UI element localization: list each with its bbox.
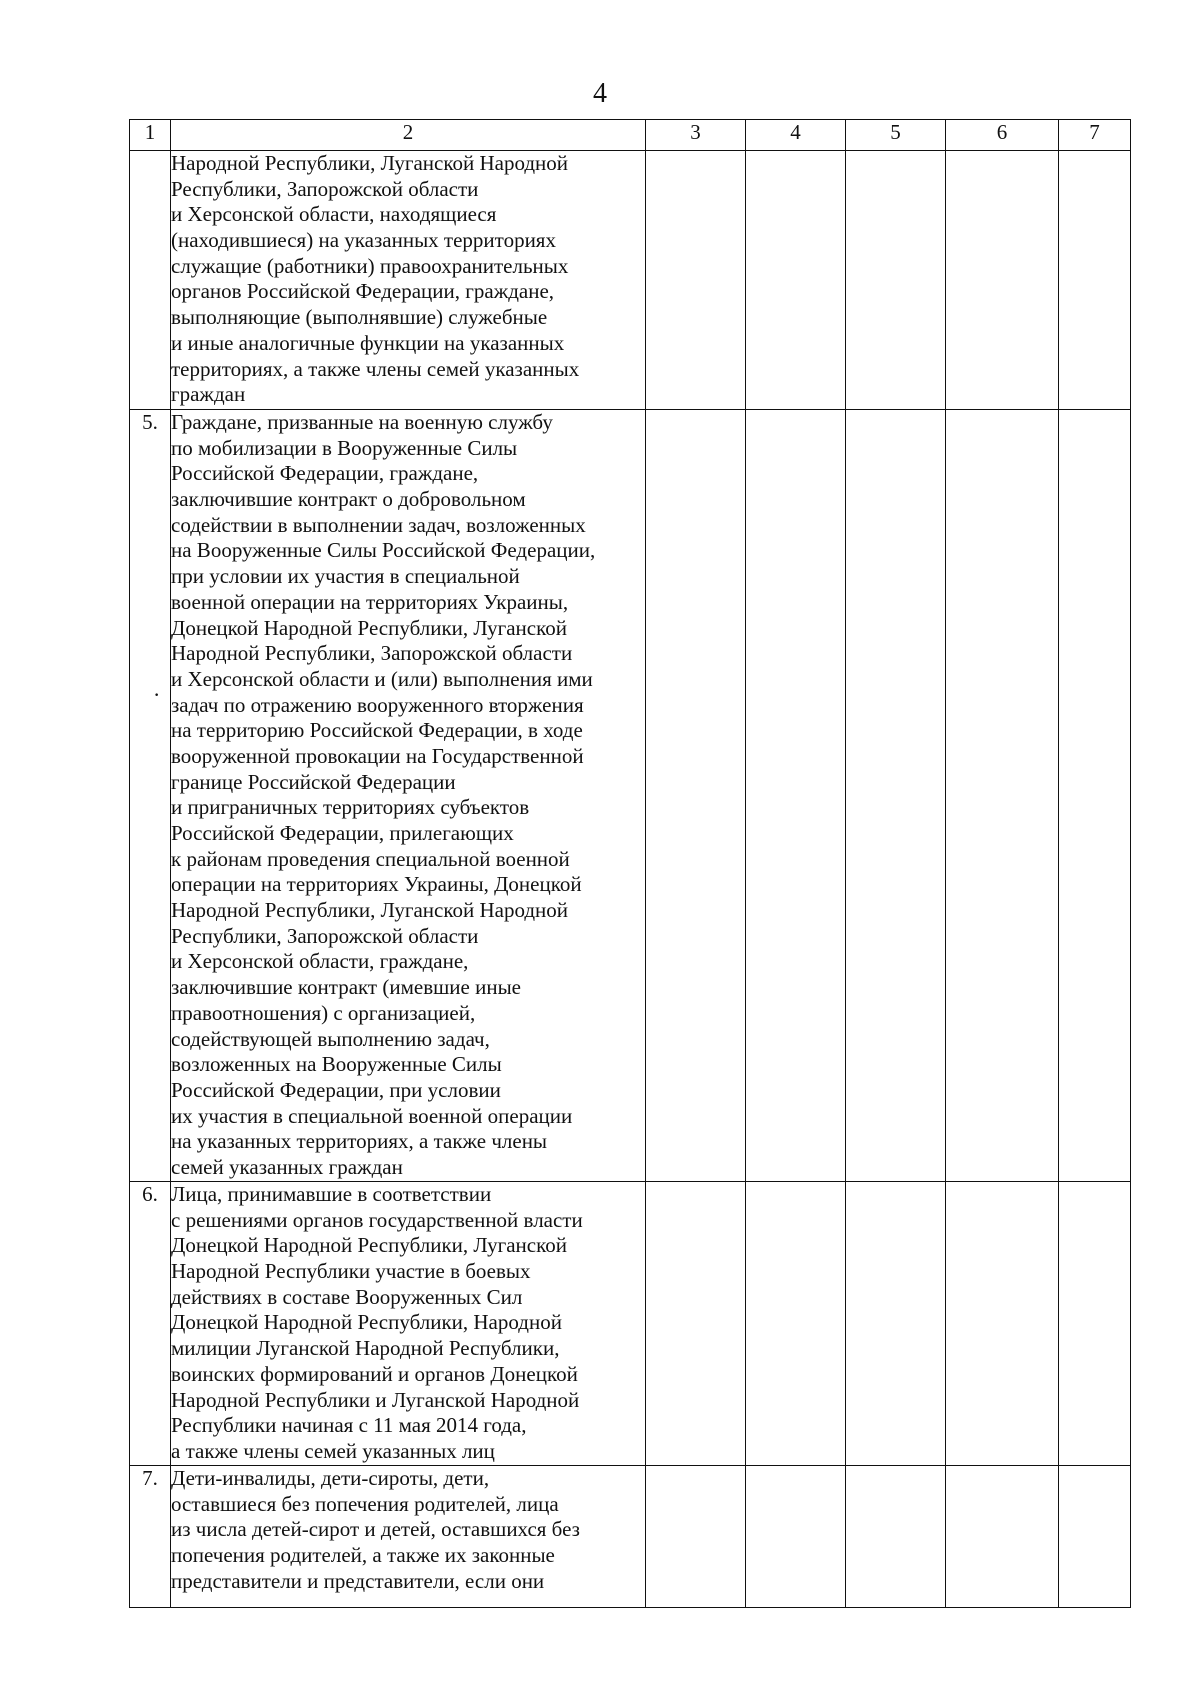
- text-line: Лица, принимавшие в соответствии: [171, 1182, 492, 1206]
- text-line: границе Российской Федерации: [171, 769, 456, 794]
- text-line: к районам проведения специальной военной: [171, 846, 570, 871]
- text-line: Донецкой Народной Республики, Луганской: [171, 1233, 567, 1258]
- empty-cell: [846, 410, 946, 1182]
- text-line: граждан: [171, 382, 246, 407]
- empty-cell: [646, 151, 746, 410]
- empty-cell: [846, 151, 946, 410]
- empty-cell: [746, 151, 846, 410]
- text-line: действиях в составе Вооруженных Сил: [171, 1284, 523, 1309]
- empty-cell: [1059, 1182, 1131, 1466]
- table-row: [130, 1466, 1131, 1608]
- text-line: Российской Федерации, при условии: [171, 1077, 501, 1102]
- text-line: попечения родителей, а также их законные: [171, 1543, 555, 1568]
- text-line: Российской Федерации, граждане,: [171, 461, 479, 486]
- text-line: и Херсонской области, граждане,: [171, 949, 469, 974]
- empty-cell: [746, 1466, 846, 1608]
- text-line: воинских формирований и органов Донецкой: [171, 1361, 578, 1386]
- text-line: Дети-инвалиды, дети-сироты, дети,: [171, 1466, 490, 1490]
- empty-cell: [646, 410, 746, 1182]
- row-number-cell: 7.: [130, 1466, 171, 1608]
- text-line: Народной Республики, Луганской Народной: [171, 898, 569, 923]
- empty-cell: [746, 410, 846, 1182]
- empty-cell: [946, 1182, 1059, 1466]
- empty-cell: [846, 1466, 946, 1608]
- text-line: Республики, Запорожской области: [171, 923, 479, 948]
- text-line: операции на территориях Украины, Донецкой: [171, 872, 582, 897]
- empty-cell: [646, 1466, 746, 1608]
- text-line: Республики, Запорожской области: [171, 176, 479, 201]
- text-line: их участия в специальной военной операции: [171, 1103, 573, 1128]
- text-line: заключившие контракт о добровольном: [171, 487, 526, 512]
- text-line: Российской Федерации, прилегающих: [171, 821, 514, 845]
- empty-cell: [646, 1182, 746, 1466]
- text-line: и приграничных территориях субъектов: [171, 795, 530, 820]
- empty-cell: [846, 1182, 946, 1466]
- text-line: служащие (работники) правоохранительных: [171, 253, 569, 278]
- table-header-row: [130, 120, 1131, 151]
- text-line: Народной Республики, Запорожской области: [171, 641, 573, 666]
- empty-cell: [946, 410, 1059, 1182]
- empty-cell: [946, 1466, 1059, 1608]
- text-line: Народной Республики участие в боевых: [171, 1259, 531, 1284]
- text-line: содействии в выполнении задач, возложенных: [171, 512, 586, 537]
- text-line: выполняющие (выполнявшие) служебные: [171, 305, 548, 330]
- text-line: Донецкой Народной Республики, Народной: [171, 1310, 562, 1335]
- text-line: военной операции на территориях Украины,: [171, 589, 569, 614]
- text-line: и Херсонской области, находящиеся: [171, 202, 497, 227]
- text-line: из числа детей-сирот и детей, оставшихся без: [171, 1517, 580, 1542]
- empty-cell: [746, 1182, 846, 1466]
- text-line: заключившие контракт (имевшие иные: [171, 975, 522, 1000]
- empty-cell: [1059, 1466, 1131, 1608]
- page-number: 4: [593, 78, 607, 109]
- text-line: возложенных на Вооруженные Силы: [171, 1052, 502, 1077]
- text-line: на указанных территориях, а также члены: [171, 1129, 548, 1154]
- text-line: Граждане, призванные на военную службу: [171, 410, 553, 434]
- header-cell: 7: [1059, 120, 1131, 151]
- header-cell: 1: [130, 120, 171, 151]
- header-cell: 2: [171, 120, 646, 151]
- row-number-cell: 5.: [130, 410, 171, 1182]
- text-line: семей указанных граждан: [171, 1154, 403, 1179]
- text-line: на Вооруженные Силы Российской Федерации,: [171, 538, 596, 563]
- header-cell: 4: [746, 120, 846, 151]
- text-line: милиции Луганской Народной Республики,: [171, 1336, 560, 1361]
- text-line: оставшиеся без попечения родителей, лица: [171, 1491, 559, 1516]
- text-line: с решениями органов государственной власти: [171, 1207, 583, 1232]
- text-line: и Херсонской области и (или) выполнения ими: [171, 666, 593, 691]
- text-line: представители и представители, если они: [171, 1568, 545, 1593]
- row-description-cell: [171, 1182, 646, 1466]
- row-description-cell: [171, 1466, 646, 1608]
- table-row: [130, 1182, 1131, 1466]
- text-line: (находившиеся) на указанных территориях: [171, 228, 556, 253]
- row-number-cell: 6.: [130, 1182, 171, 1466]
- text-line: Донецкой Народной Республики, Луганской: [171, 615, 567, 640]
- table-row: [130, 151, 1131, 410]
- empty-cell: [946, 151, 1059, 410]
- row-description-cell: [171, 151, 646, 410]
- empty-cell: [1059, 151, 1131, 410]
- row-description-cell: [171, 410, 646, 1182]
- header-cell: 5: [846, 120, 946, 151]
- text-line: территориях, а также члены семей указанных: [171, 356, 580, 381]
- text-line: органов Российской Федерации, граждане,: [171, 279, 555, 304]
- scan-mark: ·: [153, 682, 161, 707]
- text-line: вооруженной провокации на Государственной: [171, 743, 584, 768]
- text-line: на территорию Российской Федерации, в ходе: [171, 718, 583, 743]
- empty-cell: [1059, 410, 1131, 1182]
- text-line: содействующей выполнению задач,: [171, 1026, 490, 1051]
- text-line: Народной Республики, Луганской Народной: [171, 151, 569, 175]
- text-line: задач по отражению вооруженного вторжения: [171, 692, 584, 717]
- header-cell: 3: [646, 120, 746, 151]
- text-line: и иные аналогичные функции на указанных: [171, 330, 565, 355]
- document-table: [129, 119, 1131, 1608]
- header-cell: 6: [946, 120, 1059, 151]
- table-row: [130, 410, 1131, 1182]
- text-line: при условии их участия в специальной: [171, 564, 520, 589]
- text-line: а также члены семей указанных лиц: [171, 1438, 495, 1463]
- text-line: по мобилизации в Вооруженные Силы: [171, 435, 518, 460]
- text-line: правоотношения) с организацией,: [171, 1000, 476, 1025]
- row-number-cell: [130, 151, 171, 410]
- text-line: Народной Республики и Луганской Народной: [171, 1387, 580, 1412]
- text-line: Республики начиная с 11 мая 2014 года,: [171, 1413, 527, 1438]
